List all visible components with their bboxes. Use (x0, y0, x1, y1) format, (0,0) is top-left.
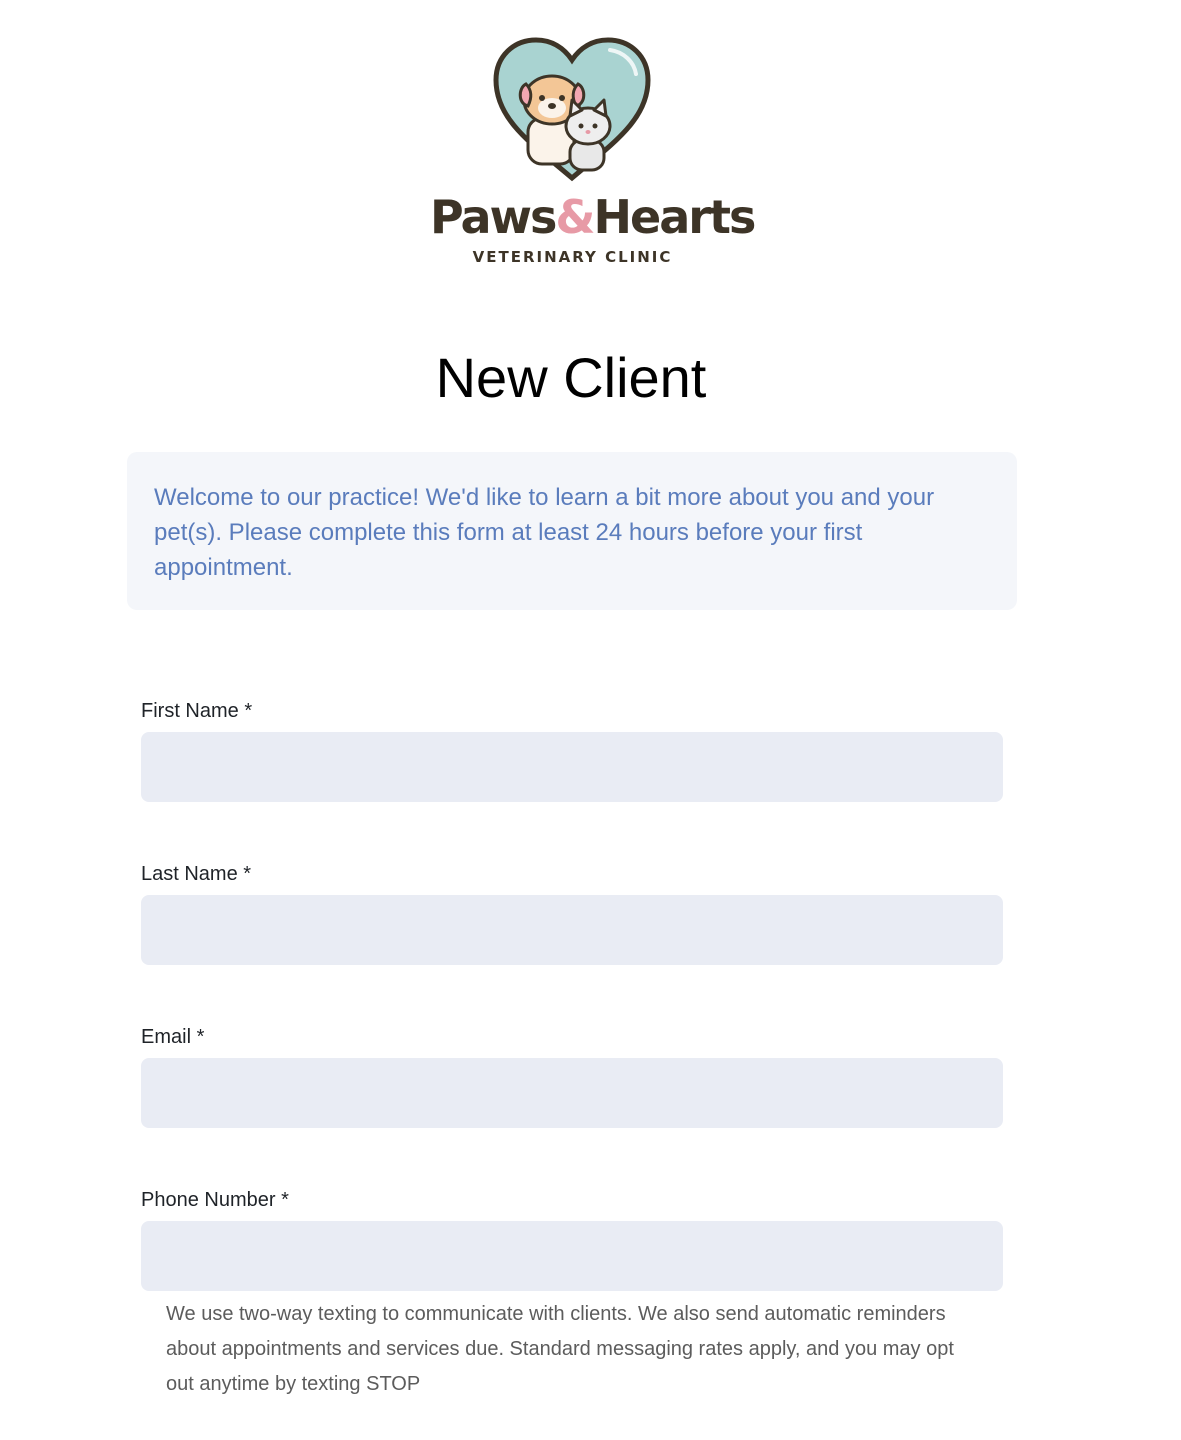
clinic-logo (430, 30, 755, 270)
phone-number-input[interactable] (141, 1221, 1003, 1291)
clinic-name (430, 190, 755, 244)
welcome-message-box (127, 452, 1017, 610)
email-label: Email * (141, 1026, 205, 1048)
clinic-name-ampersand: & (555, 190, 594, 244)
last-name-label: Last Name * (141, 863, 252, 885)
phone-number-label: Phone Number * (141, 1189, 289, 1211)
last-name-input[interactable] (141, 895, 1003, 965)
heart-pets-logo-icon (492, 36, 652, 184)
phone-help-text: We use two-way texting to communicate with clients. We also send automatic reminders about appointments and services due. Standard messaging rates apply, and you may opt out anytime by texting STOP (166, 1303, 954, 1395)
welcome-message: Welcome to our practice! We'd like to learn a bit more about you and your pet(s). Please complete this form at least 24 hours before your first appointment. (154, 484, 935, 581)
first-name-label: First Name * (141, 700, 253, 722)
clinic-name-part2: Hearts (593, 190, 755, 244)
clinic-name-part1: Paws (430, 190, 556, 244)
page-title: New Client (435, 346, 707, 409)
email-input[interactable] (141, 1058, 1003, 1128)
clinic-subtitle: VETERINARY CLINIC (472, 248, 673, 266)
first-name-input[interactable] (141, 732, 1003, 802)
